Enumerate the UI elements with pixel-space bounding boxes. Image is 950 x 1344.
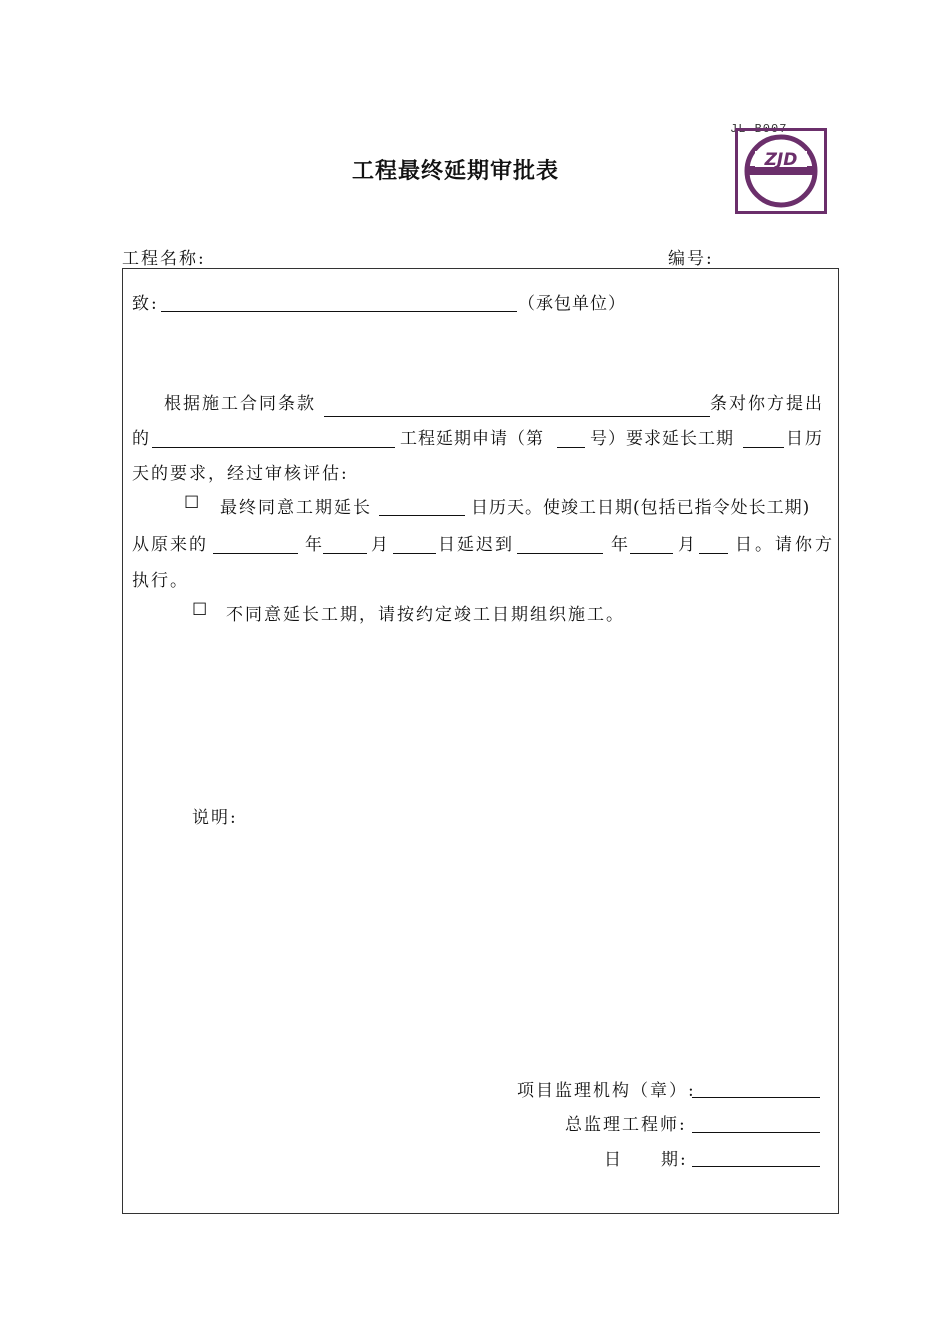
application-number-field[interactable] [557,447,585,448]
engineer-label: 总监理工程师: [565,1115,687,1135]
p1-text-a: 根据施工合同条款 [164,394,316,414]
explain-label: 说明: [192,808,238,828]
original-year-field[interactable] [213,553,298,554]
to-suffix: （承包单位） [518,294,626,314]
opt2-text: 不同意延长工期，请按约定竣工日期组织施工。 [226,605,625,625]
approved-days-field[interactable] [379,515,465,516]
agency-label: 项目监理机构（章）: [517,1081,696,1101]
form-code: JL-B007 [730,122,788,136]
opt1-text-a: 最终同意工期延长 [220,498,372,518]
p2-text-b: 工程延期申请（第 [400,429,544,449]
p2-text-c: 号）要求延长工期 [590,429,734,449]
p2-text-d: 日历 [786,429,824,449]
requested-days-field[interactable] [743,447,784,448]
agency-field[interactable] [692,1097,820,1098]
new-year-field[interactable] [517,553,603,554]
to-label: 致: [132,294,159,314]
page-title: 工程最终延期审批表 [352,159,560,184]
month-label-2: 月 [678,535,697,555]
project-field[interactable] [152,447,395,448]
p2-text-a: 的 [132,429,151,449]
p1-text-b: 条对你方提出 [710,394,824,414]
p6-text: 执行。 [132,571,189,591]
p5-text-c: 日。请你方 [735,535,835,555]
disagree-checkbox[interactable]: ☐ [192,600,210,620]
agree-checkbox[interactable]: ☐ [184,493,202,513]
date-field[interactable] [692,1166,820,1167]
contractor-field[interactable] [161,311,517,312]
original-day-field[interactable] [393,553,436,554]
date-label: 日 期: [604,1150,688,1170]
new-month-field[interactable] [630,553,673,554]
p5-text-a: 从原来的 [132,535,208,555]
project-name-label: 工程名称: [122,249,206,269]
contract-clause-field[interactable] [324,416,710,417]
engineer-field[interactable] [692,1132,820,1133]
zjd-logo [735,128,827,214]
month-label-1: 月 [371,535,390,555]
p5-text-b: 日延迟到 [438,535,514,555]
number-label: 编号: [668,249,714,269]
original-month-field[interactable] [323,553,367,554]
opt1-text-b: 日历天。使竣工日期(包括已指令处长工期) [471,498,811,518]
year-label-2: 年 [611,535,630,555]
year-label-1: 年 [305,535,324,555]
logo-text: ZJD [764,150,798,170]
p3-text: 天的要求，经过审核评估: [132,464,349,484]
new-day-field[interactable] [699,553,728,554]
